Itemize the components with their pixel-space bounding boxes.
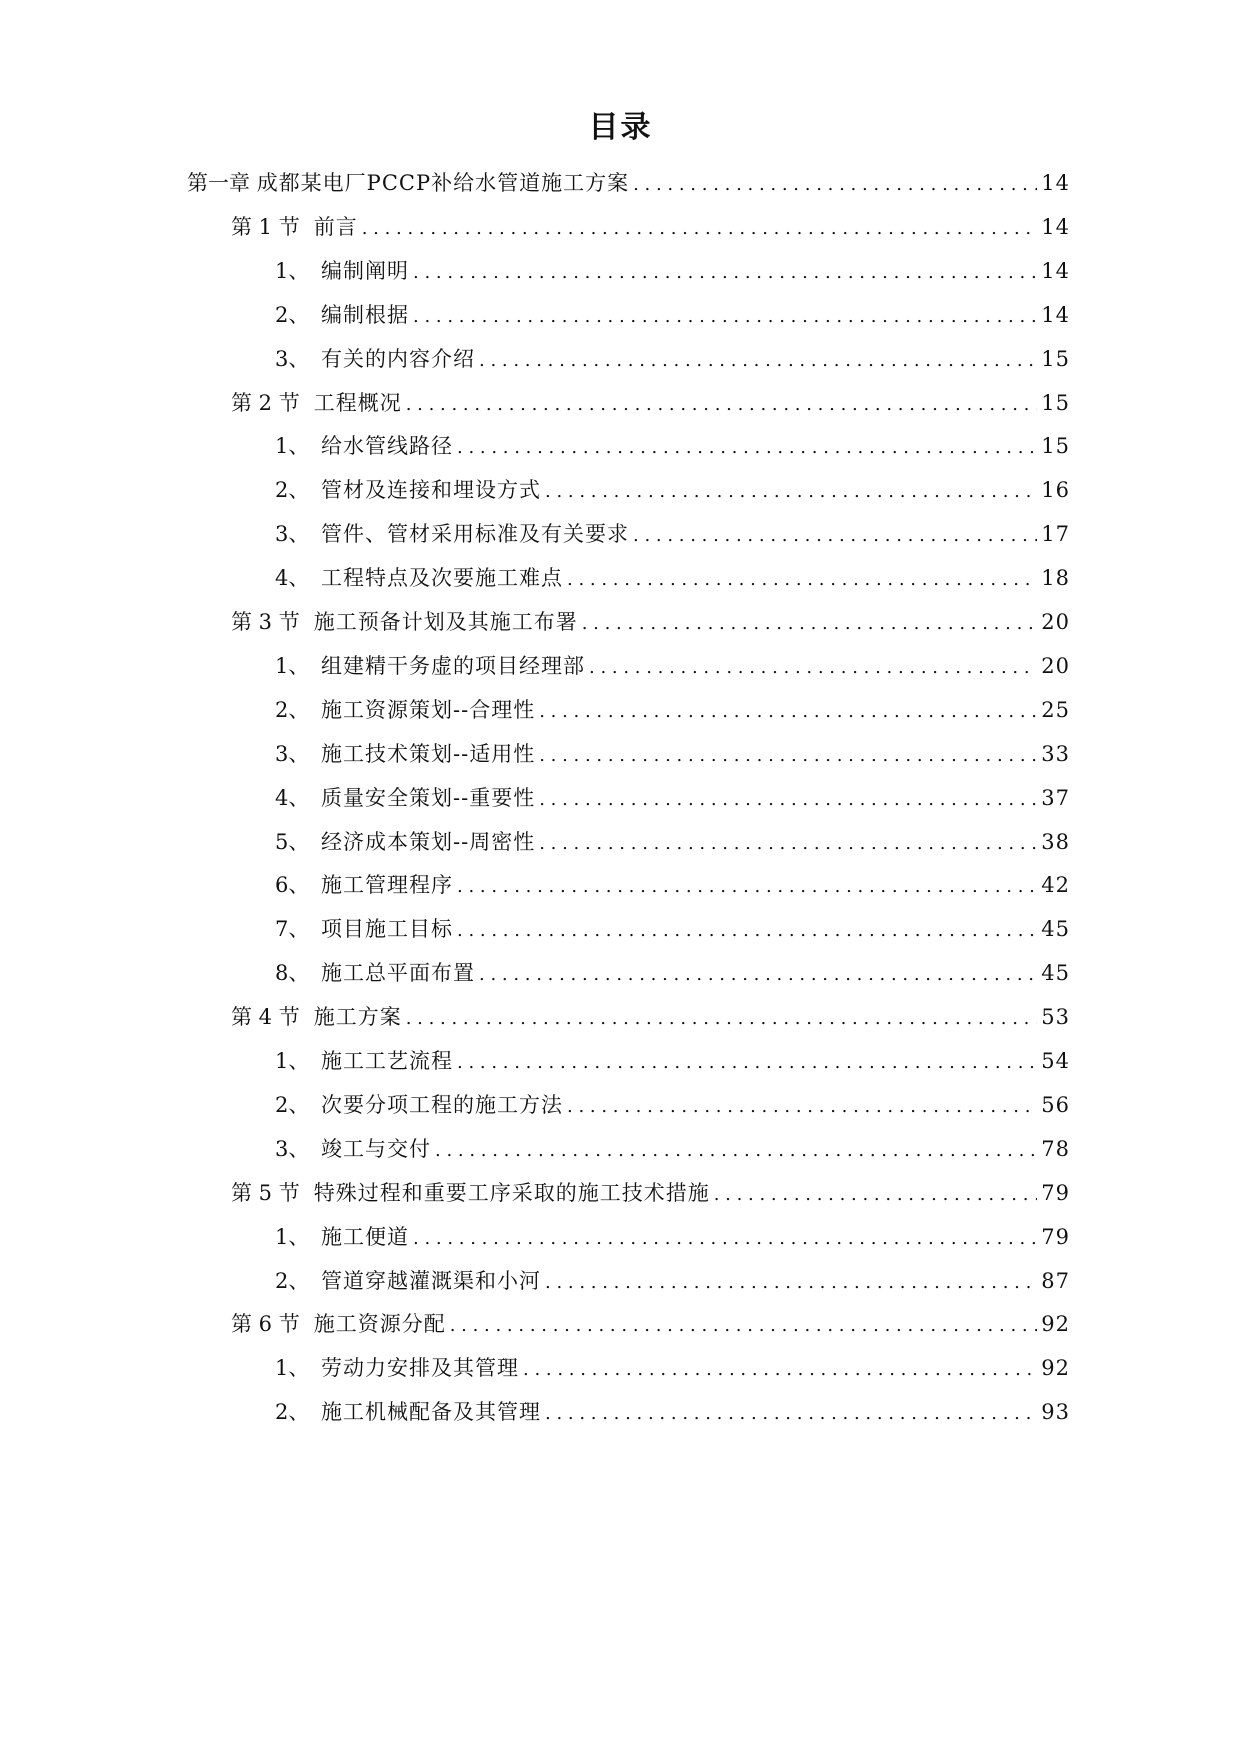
toc-dot-leader — [406, 390, 1038, 420]
toc-entry-title: 施工方案 — [313, 1005, 402, 1030]
toc-entry-number: 3、 — [275, 741, 310, 766]
toc-dot-leader — [457, 916, 1037, 946]
toc-entry-title: 编制根据 — [321, 302, 409, 327]
toc-page-number: 79 — [1041, 1180, 1070, 1205]
toc-entry-title: 前言 — [313, 214, 358, 239]
toc-entry-number: 第 3 节 — [231, 610, 300, 634]
toc-entry[interactable] — [231, 1178, 1070, 1208]
toc-entry[interactable] — [275, 1046, 1070, 1076]
toc-entry-number: 7、 — [275, 917, 310, 942]
toc-page-number: 45 — [1041, 917, 1070, 942]
toc-page-number: 92 — [1041, 1356, 1070, 1381]
toc-dot-leader — [523, 1355, 1037, 1385]
toc-page-number: 20 — [1041, 653, 1070, 678]
toc-entry[interactable] — [231, 388, 1070, 418]
toc-dot-leader — [567, 565, 1037, 595]
toc-page-number: 15 — [1041, 346, 1070, 371]
toc-dot-leader — [479, 346, 1037, 376]
toc-entry-title: 施工便道 — [321, 1224, 409, 1249]
toc-entry-title: 编制阐明 — [321, 258, 409, 283]
toc-dot-leader — [545, 1268, 1037, 1298]
toc-entry-title: 管件、管材采用标准及有关要求 — [321, 522, 629, 547]
toc-title: 目录 — [588, 110, 653, 145]
toc-page-number: 15 — [1041, 390, 1070, 415]
toc-entry[interactable] — [275, 1353, 1070, 1383]
toc-entry-number: 4、 — [275, 566, 310, 591]
toc-entry-number: 1、 — [275, 434, 310, 459]
toc-entry-title: 经济成本策划--周密性 — [321, 829, 536, 854]
toc-entry[interactable] — [275, 1090, 1070, 1120]
toc-dot-leader — [545, 477, 1037, 507]
toc-dot-leader — [479, 960, 1037, 990]
toc-entry-title: 工程概况 — [313, 390, 402, 415]
toc-dot-leader — [457, 872, 1037, 902]
toc-entry[interactable] — [275, 563, 1070, 593]
toc-entry-number: 1、 — [275, 1224, 310, 1249]
toc-entry[interactable] — [275, 344, 1070, 374]
toc-dot-leader — [406, 1004, 1038, 1034]
toc-entry-title: 管材及连接和埋设方式 — [321, 478, 541, 503]
toc-page-number: 56 — [1041, 1092, 1070, 1117]
toc-page-number: 53 — [1041, 1005, 1070, 1030]
toc-dot-leader — [450, 1311, 1038, 1341]
toc-entry-number: 6、 — [275, 873, 310, 898]
toc-dot-leader — [545, 1399, 1037, 1429]
toc-entry[interactable] — [187, 168, 1070, 198]
toc-entry-title: 施工资源分配 — [313, 1312, 446, 1337]
toc-entry[interactable] — [275, 1397, 1070, 1427]
toc-entry-title: 次要分项工程的施工方法 — [321, 1092, 563, 1117]
toc-page-number: 92 — [1041, 1312, 1070, 1337]
toc-entry[interactable] — [275, 958, 1070, 988]
toc-page-number: 18 — [1041, 566, 1070, 591]
toc-entry[interactable] — [275, 300, 1070, 330]
toc-entry-number: 2、 — [275, 302, 310, 327]
toc-entry-title: 施工工艺流程 — [321, 1049, 453, 1073]
toc-entry[interactable] — [275, 870, 1070, 900]
toc-page-number: 79 — [1041, 1224, 1070, 1249]
toc-entry[interactable] — [275, 783, 1070, 813]
toc-page-number: 14 — [1041, 258, 1070, 283]
toc-entry-number: 2、 — [275, 1268, 310, 1293]
toc-page-number: 25 — [1041, 697, 1070, 722]
toc-entry[interactable] — [275, 651, 1070, 681]
toc-entry-title: 有关的内容介绍 — [321, 346, 475, 371]
toc-entry-title: 项目施工目标 — [321, 917, 453, 942]
toc-entry-number: 8、 — [275, 961, 310, 986]
toc-dot-leader — [633, 170, 1037, 200]
toc-entry-title: 管道穿越灌溉渠和小河 — [321, 1268, 541, 1293]
toc-entry-number: 2、 — [275, 697, 310, 722]
toc-entry[interactable] — [275, 475, 1070, 505]
toc-dot-leader — [714, 1180, 1038, 1210]
toc-entry-number: 第 1 节 — [231, 214, 300, 239]
toc-page-number: 54 — [1041, 1049, 1070, 1073]
toc-entry[interactable] — [275, 431, 1070, 461]
toc-entry-title: 特殊过程和重要工序采取的施工技术措施 — [313, 1180, 710, 1205]
toc-page-number: 93 — [1041, 1400, 1070, 1425]
toc-entry-title: 施工机械配备及其管理 — [321, 1400, 541, 1425]
toc-page-number: 42 — [1041, 873, 1070, 898]
toc-entry[interactable] — [275, 519, 1070, 549]
toc-entry-number: 1、 — [275, 258, 310, 283]
toc-entry-number: 3、 — [275, 346, 310, 371]
toc-entry-number: 3、 — [275, 522, 310, 547]
toc-entry-number: 2、 — [275, 478, 310, 503]
toc-entry[interactable] — [275, 256, 1070, 286]
toc-entry-title: 施工总平面布置 — [321, 961, 475, 986]
toc-page-number: 45 — [1041, 961, 1070, 986]
toc-page-number: 33 — [1041, 741, 1070, 766]
toc-entry-number: 第一章 — [187, 171, 250, 195]
toc-entry-number: 1、 — [275, 1049, 310, 1073]
toc-page-number: 14 — [1041, 214, 1070, 239]
toc-page-number: 20 — [1041, 610, 1070, 634]
toc-entry-title: 给水管线路径 — [321, 434, 453, 459]
toc-page-number: 14 — [1041, 171, 1070, 195]
toc-entry-title: 施工技术策划--适用性 — [321, 741, 536, 766]
toc-dot-leader — [539, 829, 1037, 859]
toc-entry-number: 第 5 节 — [231, 1180, 300, 1205]
toc-entry-title: 组建精干务虚的项目经理部 — [321, 653, 585, 678]
toc-entry-number: 4、 — [275, 785, 310, 810]
toc-entry[interactable] — [231, 607, 1070, 637]
toc-entry-number: 2、 — [275, 1092, 310, 1117]
toc-entry-number: 2、 — [275, 1400, 310, 1425]
toc-entry-title: 成都某电厂PCCP补给水管道施工方案 — [256, 171, 630, 195]
toc-entry[interactable] — [231, 1309, 1070, 1339]
toc-entry[interactable] — [275, 1222, 1070, 1252]
toc-entry[interactable] — [275, 827, 1070, 857]
toc-dot-leader — [567, 1092, 1037, 1122]
toc-entry-title: 劳动力安排及其管理 — [321, 1356, 519, 1381]
toc-dot-leader — [589, 653, 1037, 683]
toc-page-number: 17 — [1041, 522, 1070, 547]
toc-entry[interactable] — [275, 695, 1070, 725]
toc-dot-leader — [413, 258, 1037, 288]
toc-entry-number: 第 6 节 — [231, 1312, 300, 1337]
toc-dot-leader — [539, 697, 1037, 727]
toc-dot-leader — [413, 1224, 1037, 1254]
toc-page-number: 87 — [1041, 1268, 1070, 1293]
toc-page-number: 38 — [1041, 829, 1070, 854]
toc-dot-leader — [435, 1136, 1037, 1166]
toc-entry-number: 1、 — [275, 1356, 310, 1381]
toc-entry-number: 第 2 节 — [231, 390, 300, 415]
toc-entry-number: 第 4 节 — [231, 1005, 300, 1030]
toc-entry[interactable] — [275, 1134, 1070, 1164]
toc-dot-leader — [539, 785, 1037, 815]
toc-page-number: 16 — [1041, 478, 1070, 503]
toc-page-number: 37 — [1041, 785, 1070, 810]
toc-page-number: 15 — [1041, 434, 1070, 459]
toc-entry-title: 质量安全策划--重要性 — [321, 785, 536, 810]
toc-entry[interactable] — [275, 1266, 1070, 1296]
toc-entry[interactable] — [275, 739, 1070, 769]
toc-dot-leader — [457, 433, 1037, 463]
toc-entry-title: 工程特点及次要施工难点 — [321, 566, 563, 591]
toc-entry[interactable] — [231, 1002, 1070, 1032]
toc-dot-leader — [582, 609, 1038, 639]
toc-entry-title: 施工资源策划--合理性 — [321, 697, 536, 722]
toc-dot-leader — [457, 1048, 1037, 1078]
toc-entry-number: 3、 — [275, 1136, 310, 1161]
toc-entry-title: 竣工与交付 — [321, 1136, 431, 1161]
toc-entry-title: 施工管理程序 — [321, 873, 453, 898]
toc-entry[interactable] — [275, 914, 1070, 944]
toc-entry-title: 施工预备计划及其施工布署 — [313, 610, 578, 634]
toc-entry[interactable] — [231, 212, 1070, 242]
toc-page-number: 78 — [1041, 1136, 1070, 1161]
toc-dot-leader — [633, 521, 1037, 551]
toc-dot-leader — [539, 741, 1037, 771]
toc-page-number: 14 — [1041, 302, 1070, 327]
toc-entry-number: 1、 — [275, 653, 310, 678]
toc-dot-leader — [362, 214, 1038, 244]
toc-dot-leader — [413, 302, 1037, 332]
toc-entry-number: 5、 — [275, 829, 310, 854]
